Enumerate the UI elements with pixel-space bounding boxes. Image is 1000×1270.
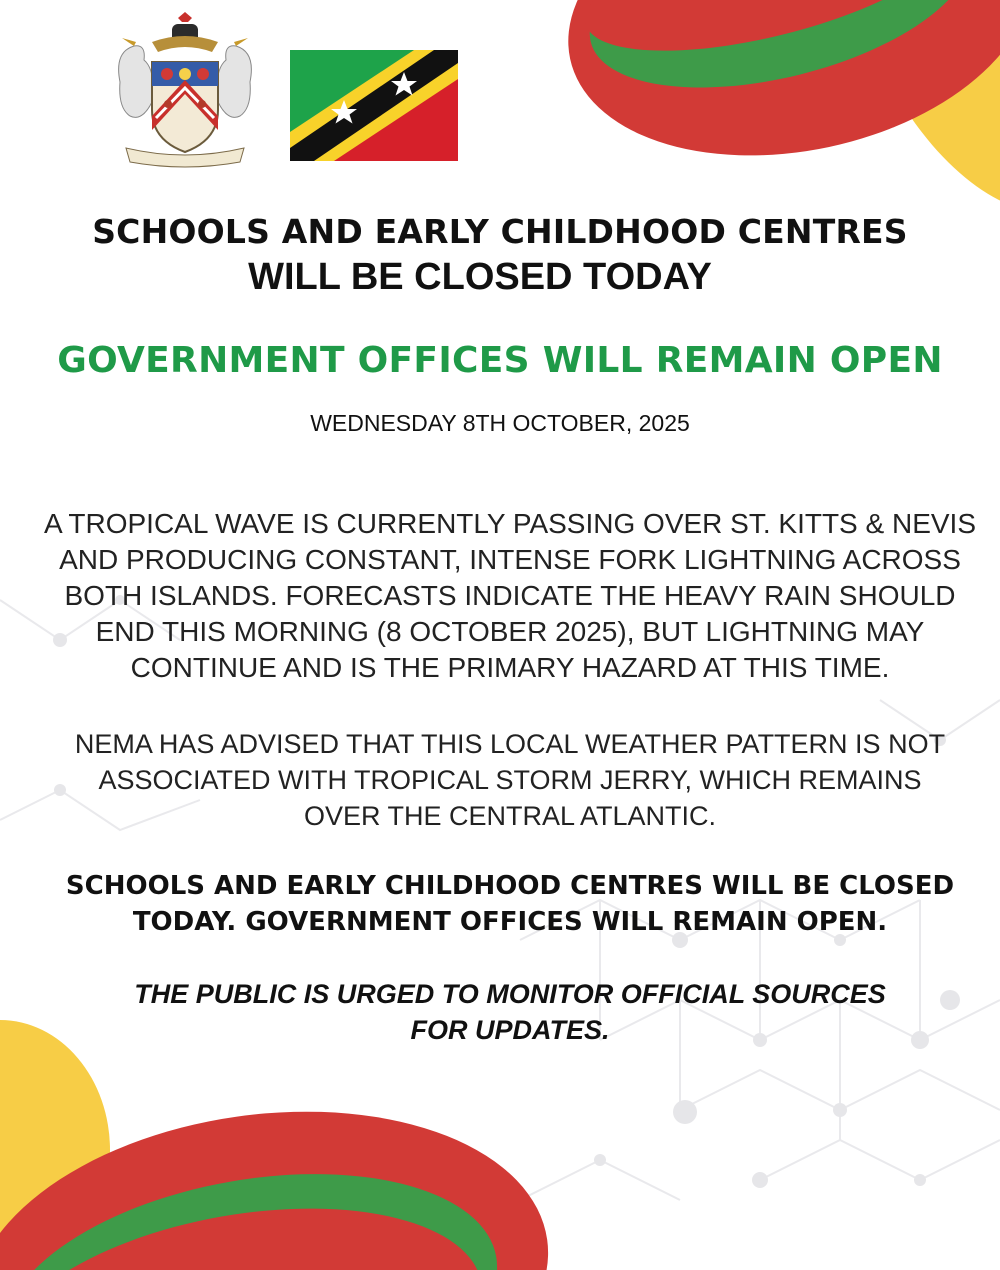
paragraph-line: CONTINUE AND IS THE PRIMARY HAZARD AT THIS TIME. xyxy=(130,652,890,683)
paragraph-line: A TROPICAL WAVE IS CURRENTLY PASSING OVER ST. KITTS & NEVIS xyxy=(44,508,976,539)
paragraph-line: OVER THE CENTRAL ATLANTIC. xyxy=(303,801,717,831)
headline-closed-today: WILL BE CLOSED TODAY xyxy=(248,256,712,298)
notice-date: WEDNESDAY 8TH OCTOBER, 2025 xyxy=(310,410,690,436)
paragraph-nema-advisory xyxy=(20,726,1000,834)
coat-of-arms-icon xyxy=(112,12,258,168)
paragraph-line: ASSOCIATED WITH TROPICAL STORM JERRY, WHICH REMAINS xyxy=(98,765,922,795)
paragraph-line: SCHOOLS AND EARLY CHILDHOOD CENTRES WILL BE CLOSED xyxy=(65,871,955,901)
headline-government-offices: GOVERNMENT OFFICES WILL REMAIN OPEN xyxy=(57,340,943,381)
paragraph-line: FOR UPDATES. xyxy=(410,1015,610,1045)
bottom-left-swoosh xyxy=(0,1020,570,1270)
paragraph-public-urged xyxy=(10,976,1000,1048)
flag-icon xyxy=(290,50,458,161)
paragraph-line: BOTH ISLANDS. FORECASTS INDICATE THE HEAVY RAIN SHOULD xyxy=(64,580,956,611)
headline-schools: SCHOOLS AND EARLY CHILDHOOD CENTRES xyxy=(92,212,908,251)
paragraph-closure-summary xyxy=(20,868,1000,940)
paragraph-tropical-wave xyxy=(20,506,1000,686)
paragraph-line: NEMA HAS ADVISED THAT THIS LOCAL WEATHER PATTERN IS NOT xyxy=(74,729,946,759)
paragraph-line: THE PUBLIC IS URGED TO MONITOR OFFICIAL SOURCES xyxy=(134,979,886,1009)
paragraph-line: TODAY. GOVERNMENT OFFICES WILL REMAIN OPEN. xyxy=(132,907,888,937)
paragraph-line: END THIS MORNING (8 OCTOBER 2025), BUT LIGHTNING MAY xyxy=(95,616,925,647)
paragraph-line: AND PRODUCING CONSTANT, INTENSE FORK LIGHTNING ACROSS xyxy=(59,544,961,575)
